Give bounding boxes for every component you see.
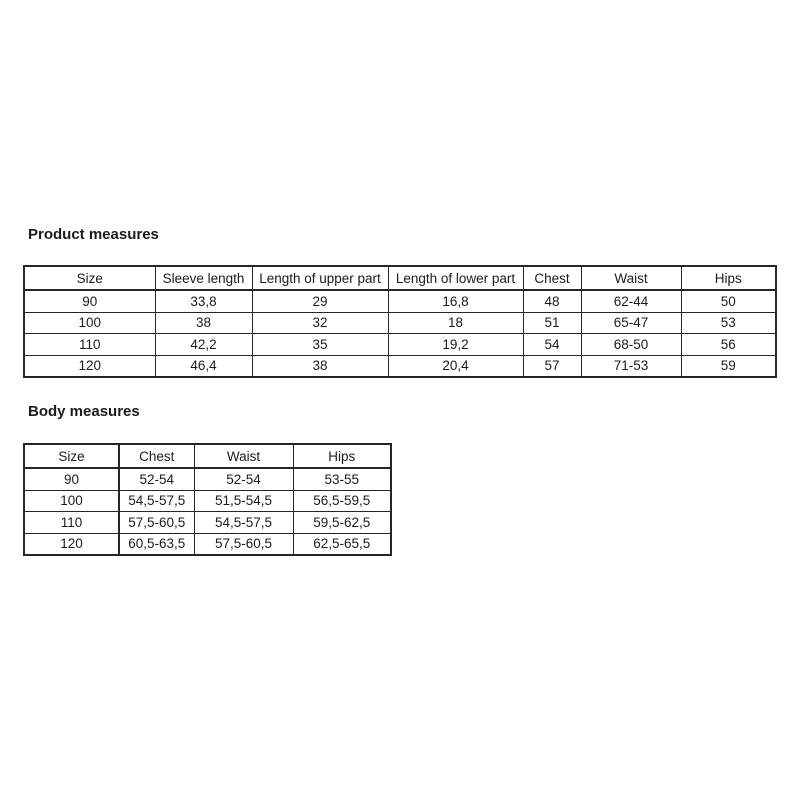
table-row — [24, 312, 776, 334]
column-header: Length of lower part — [388, 266, 523, 290]
table-cell: 100 — [24, 490, 119, 512]
table-row — [24, 533, 391, 555]
table-cell: 32 — [252, 312, 388, 334]
table-cell: 19,2 — [388, 334, 523, 356]
table-row — [24, 468, 391, 490]
table-cell: 90 — [24, 290, 155, 312]
column-header: Size — [24, 266, 155, 290]
table-row — [24, 512, 391, 534]
table-cell: 90 — [24, 468, 119, 490]
table-row — [24, 490, 391, 512]
table-cell: 120 — [24, 533, 119, 555]
body-measures-title: Body measures — [28, 403, 140, 420]
table-cell: 54,5-57,5 — [119, 490, 194, 512]
table-row — [24, 290, 776, 312]
table-cell: 38 — [252, 355, 388, 377]
table-cell: 120 — [24, 355, 155, 377]
table-cell: 52-54 — [194, 468, 293, 490]
column-header: Sleeve length — [155, 266, 252, 290]
table-cell: 18 — [388, 312, 523, 334]
column-header: Chest — [119, 444, 194, 468]
table-cell: 71-53 — [581, 355, 681, 377]
table-cell: 100 — [24, 312, 155, 334]
table-cell: 52-54 — [119, 468, 194, 490]
table-cell: 33,8 — [155, 290, 252, 312]
table-cell: 62-44 — [581, 290, 681, 312]
table-cell: 53 — [681, 312, 776, 334]
body-measures-table — [23, 443, 392, 556]
table-cell: 56 — [681, 334, 776, 356]
column-header: Chest — [523, 266, 581, 290]
column-header: Length of upper part — [252, 266, 388, 290]
table-cell: 38 — [155, 312, 252, 334]
table-row — [24, 355, 776, 377]
table-cell: 35 — [252, 334, 388, 356]
table-row — [24, 334, 776, 356]
product-measures-title: Product measures — [28, 226, 159, 243]
column-header: Hips — [681, 266, 776, 290]
column-header: Size — [24, 444, 119, 468]
table-cell: 65-47 — [581, 312, 681, 334]
table-cell: 56,5-59,5 — [293, 490, 391, 512]
header-row — [24, 266, 776, 290]
table-cell: 110 — [24, 334, 155, 356]
header-row — [24, 444, 391, 468]
table-cell: 59 — [681, 355, 776, 377]
table-cell: 60,5-63,5 — [119, 533, 194, 555]
table-cell: 62,5-65,5 — [293, 533, 391, 555]
table-cell: 48 — [523, 290, 581, 312]
table-cell: 29 — [252, 290, 388, 312]
table-cell: 46,4 — [155, 355, 252, 377]
table-cell: 54 — [523, 334, 581, 356]
table-cell: 68-50 — [581, 334, 681, 356]
table-cell: 59,5-62,5 — [293, 512, 391, 534]
table-cell: 54,5-57,5 — [194, 512, 293, 534]
table-cell: 42,2 — [155, 334, 252, 356]
column-header: Hips — [293, 444, 391, 468]
column-header: Waist — [581, 266, 681, 290]
column-header: Waist — [194, 444, 293, 468]
table-cell: 110 — [24, 512, 119, 534]
product-measures-table — [23, 265, 777, 378]
table-cell: 57 — [523, 355, 581, 377]
table-cell: 53-55 — [293, 468, 391, 490]
table-cell: 51,5-54,5 — [194, 490, 293, 512]
table-cell: 57,5-60,5 — [194, 533, 293, 555]
table-cell: 50 — [681, 290, 776, 312]
table-cell: 20,4 — [388, 355, 523, 377]
table-cell: 57,5-60,5 — [119, 512, 194, 534]
table-cell: 16,8 — [388, 290, 523, 312]
table-cell: 51 — [523, 312, 581, 334]
